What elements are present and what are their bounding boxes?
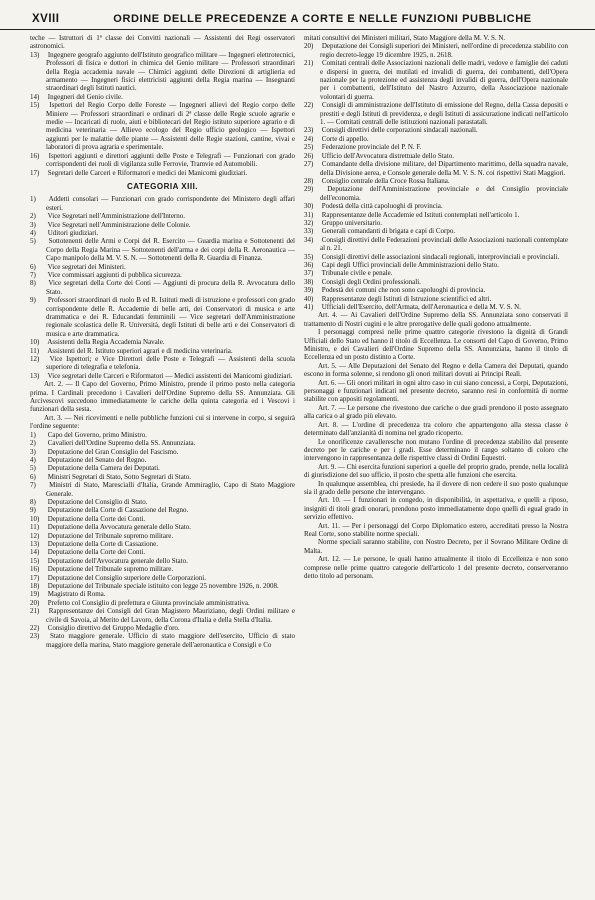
item-text: Tribunale civile e penale.: [321, 269, 393, 278]
article-number: Art. 12.: [318, 555, 341, 564]
item-number: 11): [30, 523, 40, 532]
item-text: Deputazione del Tribunale supremo militare.: [47, 565, 174, 574]
item-number: 7): [30, 481, 36, 490]
item-number: 19): [30, 590, 40, 599]
list-item: [30, 338, 295, 346]
item-number: 5): [30, 464, 36, 473]
list-item: [30, 448, 295, 456]
item-text: Stato maggiore generale. Ufficio di stato maggiore dell'esercito, Ufficio di stato maggiore della marina, Stato maggiore generale dell'aeronautica e Consigli e Co: [46, 632, 296, 649]
list-item: [304, 202, 568, 210]
list-item: [30, 557, 295, 565]
list-item: [30, 515, 295, 523]
article-text: — Ai Cavalieri dell'Ordine Supremo della SS. Annunziata sono conservati il trattamento di Nostri cugini e le altre prerogative delle quali godono attualmente.: [304, 311, 569, 328]
item-text: Vice commissari aggiunti di pubblica sicurezza.: [47, 270, 182, 279]
article-text: I personaggi compresi nelle prime quattro categorie rivestono la dignità di Grandi Ufficiali dello Stato ed hanno il titolo di Eccellenza. Le consorti del Capo di Governo, Primo Ministro, e dei Cavalieri dell'Ordine Supremo della SS. Annunziata, hanno il titolo di Eccellenza ed un posto distinto a Corte.: [304, 328, 568, 362]
item-text: Cavalieri dell'Ordine Supremo della SS. Annunziata.: [47, 439, 196, 448]
item-text: Rappresentanze dei Consigli del Gran Magistero Mauriziano, degli Ordini militare e civile di Savoia, al Merito del Lavoro, della Corona d'Italia e della Stella d'Italia.: [46, 607, 296, 624]
article-number: Art. 9.: [318, 462, 337, 471]
article-number: Art. 5.: [318, 361, 337, 370]
list-item: [304, 152, 568, 160]
item-text: Ministri di Stato, Marescialli d'Italia, Grande Ammiraglio, Capo di Stato Maggiore Generale.: [46, 481, 296, 498]
item-number: 5): [30, 237, 36, 246]
list-item: [304, 42, 568, 59]
item-text: Rappresentanze degli Istituti di Istruzione scientifici ed altri.: [321, 294, 492, 303]
article-number: Art. 6.: [318, 378, 337, 387]
article-number: Art. 3.: [44, 413, 63, 422]
item-number: 15): [30, 101, 40, 110]
item-number: 30): [304, 202, 314, 211]
article-paragraph: [304, 538, 568, 555]
item-number: 18): [30, 582, 40, 590]
item-text: Deputazione dei Consigli superiori dei Ministeri, nell'ordine di precedenza stabilito con regio decreto-legge 19 dicembre 1925, n. 2618.: [320, 42, 568, 59]
item-number: 39): [304, 286, 314, 295]
article-number: Art. 7.: [318, 403, 337, 412]
list-item: [304, 143, 568, 151]
list-item: [30, 498, 295, 506]
item-text: Consiglio centrale della Croce Rossa Italiana.: [321, 176, 450, 185]
item-text: Assistenti del R. Istituto superiori agrari e di medicina veterinaria.: [47, 346, 233, 355]
list-item: [30, 152, 295, 169]
article-number: Art. 4.: [318, 311, 338, 320]
article-text: — Chi esercita funzioni superiori a quelle del proprio grado, prende, nella località di giurisdizione del suo ufficio, il posto che spetta alle funzioni che esercita.: [304, 462, 568, 480]
item-number: 14): [30, 92, 40, 101]
list-item: [30, 101, 295, 151]
item-number: 29): [304, 185, 314, 194]
continuation-text: mitati consultivi dei Ministeri militari, Stato Maggiore della M. V. S. N.: [304, 34, 506, 42]
item-number: 16): [30, 565, 40, 574]
article-text: — Il Capo del Governo, Primo Ministro, prende il primo posto nella categoria prima. I Cardinali precedono i Cavalieri dell'Ordine Supremo della SS. Annunziata. Gli Arcivescovi succedono immediatamente le cariche della quinta categoria ed i Vescovi i funzionari della sesta.: [30, 380, 295, 414]
list-item: [304, 269, 568, 277]
item-number: 37): [304, 269, 314, 278]
item-number: 40): [304, 294, 314, 303]
item-number: 27): [304, 160, 314, 169]
item-number: 23): [30, 632, 40, 641]
page-number: XVIII: [32, 13, 60, 25]
article-paragraph: [304, 328, 568, 362]
item-number: 41): [304, 303, 314, 311]
item-text: Corte di appello.: [321, 134, 369, 143]
list-item: [304, 219, 568, 227]
item-text: Deputazione del Gran Consiglio del Fascismo.: [47, 447, 179, 456]
item-text: Ingegneri del Genio civile.: [47, 92, 123, 101]
list-item: [304, 101, 568, 126]
list-item: [304, 185, 568, 202]
item-number: 25): [304, 143, 314, 152]
item-text: Magistrato di Roma.: [47, 590, 106, 599]
article-paragraph: [304, 438, 568, 463]
item-number: 2): [30, 439, 36, 448]
article-text: Norme speciali saranno stabilite, con Nostro Decreto, per il Sovrano Militare Ordine di Malta.: [304, 538, 568, 555]
entry-list: [30, 51, 295, 177]
item-number: 35): [304, 252, 314, 261]
item-text: Prefetto col Consiglio di prefettura e Giunta provinciale amministrativa.: [47, 598, 250, 607]
item-text: Deputazione dell'Avvocatura generale dello Stato.: [47, 556, 188, 565]
item-text: Consiglio direttivo del Gruppo Medaglie d'oro.: [47, 624, 180, 633]
item-number: 11): [30, 346, 40, 355]
article-text: — Gli onori militari in ogni altro caso in cui siano concessi, a Corpi, Deputazioni, personaggi e funzionari indicati nel presente decreto, saranno resi in conformità di norme stabilite con appositi regolamenti.: [304, 378, 568, 404]
item-text: Deputazione della Corte dei Conti.: [47, 548, 146, 557]
list-item: [304, 59, 568, 101]
article-text: — Alle Deputazioni del Senato del Regno e della Camera dei Deputati, quando escono in forma solenne, si rendono gli onori militari dovuti ai Principi Reali.: [304, 361, 569, 379]
article-text: — L'ordine di precedenza tra coloro che appartengono alla stessa classe è determinato dall'anzianità di nomina nel grado ricoperto.: [304, 420, 569, 438]
item-text: Vice segretari della Corte dei Conti — Aggiunti di procura della R. Avvocatura dello Stato.: [46, 279, 296, 296]
article-paragraph: [304, 463, 568, 480]
item-text: Consigli direttivi delle corporazioni sindacali nazionali.: [321, 126, 478, 135]
item-text: Deputazione del Tribunale supremo militare.: [47, 531, 174, 540]
item-number: 14): [30, 548, 40, 557]
article-list: [30, 380, 295, 430]
item-number: 20): [304, 42, 314, 51]
item-number: 1): [30, 430, 36, 439]
item-number: 13): [30, 50, 40, 59]
article-paragraph: [304, 362, 568, 379]
item-number: 20): [30, 598, 40, 607]
item-text: Consigli di amministrazione dell'Istituto di emissione del Regno, della Cassa depositi e prestiti e degli Istituti di previdenza, e degli Istituti di assicurazione indicati nell'articolo 1. — Comitati centrali delle istituzioni nazionali parastatali.: [320, 101, 568, 127]
list-item: [30, 574, 295, 582]
list-item: [304, 126, 568, 134]
item-text: Federazione provinciale del P. N. F.: [321, 143, 422, 152]
item-text: Rappresentanze delle Accademie ed Istituti contemplati nell'articolo 1.: [321, 210, 520, 219]
item-text: Ingegnere geografo aggiunto dell'Istituto geografico militare — Ingegneri elettrotecnici, Professori di fisica e dottori in chimica del Genio militare — Professori straordinari della Regia accademia navale — Chimici aggiunti delle Direzioni di artiglieria ed armamento — Ingegneri fisici elettricisti aggiunti della Regia marina — Insegnanti straordinari degli Istituti nautici.: [46, 50, 296, 93]
item-number: 8): [30, 497, 36, 506]
item-text: Generali comandanti di brigata e capi di Corpo.: [321, 227, 456, 236]
list-item: [30, 279, 295, 296]
entry-list: [30, 195, 295, 380]
item-text: Consigli direttivi delle Federazioni provinciali delle Associazioni nazionali contemplate al n. 21.: [320, 235, 568, 253]
item-number: 36): [304, 260, 314, 269]
item-text: Vice Ispettori; e Vice Direttori delle Poste e Telegrafi — Assistenti della scuola superiore di telegrafia e telefonia.: [46, 355, 295, 372]
item-text: Ufficiali dell'Esercito, dell'Armata, dell'Aeronautica e della M. V. S. N.: [321, 303, 521, 311]
category-title: CATEGORIA XIII.: [126, 181, 199, 191]
item-text: Comandante della divisione militare, del Dipartimento marittimo, della squadra navale, della Divisione aerea, e Console generale della M. V. S. N. coi rispettivi Stati Maggiori.: [320, 160, 568, 177]
item-text: Assistenti della Regia Accademia Navale.: [47, 338, 165, 347]
list-item: [304, 211, 568, 219]
item-number: 9): [30, 506, 36, 515]
article-paragraph: [304, 555, 568, 580]
item-number: 12): [30, 531, 40, 540]
item-number: 1): [30, 195, 36, 204]
item-number: 13): [30, 539, 40, 548]
list-item: [30, 51, 295, 93]
list-item: [30, 372, 295, 380]
article-text: — Nei ricevimenti e nelle pubbliche funzioni cui si intervene in corpo, si seguirà l'ordine seguente:: [30, 413, 296, 431]
article-paragraph: [304, 379, 568, 404]
list-item: [304, 261, 568, 269]
article-number: Art. 2.: [44, 380, 63, 389]
item-text: Uditori giudiziari.: [47, 228, 99, 237]
list-item: [304, 227, 568, 235]
list-item: [30, 590, 295, 598]
item-text: Addetti consolari — Funzionari con grado corrispondente dei Ministero degli affari esteri.: [46, 195, 296, 212]
list-item: [30, 624, 295, 632]
item-number: 38): [304, 277, 314, 286]
list-item: [30, 439, 295, 447]
article-paragraph: [30, 414, 295, 431]
list-item: [30, 599, 295, 607]
article-paragraph: [304, 421, 568, 438]
item-number: 9): [30, 296, 36, 305]
list-item: [304, 303, 568, 311]
item-text: Vice segretari delle Carceri e Riformatori — Medici assistenti dei Manicomi giudiziari.: [47, 371, 293, 380]
list-item: [304, 286, 568, 294]
list-item: [30, 431, 295, 439]
page-title: ORDINE DELLE PRECEDENZE A CORTE E NELLE FUNZIONI PUBBLICHE: [113, 13, 532, 25]
item-text: Deputazione della Corte di Cassazione.: [47, 539, 158, 548]
item-text: Vice Segretari nell'Amministrazione dell'Interno.: [47, 212, 186, 221]
item-number: 4): [30, 455, 36, 464]
article-number: Art. 8.: [318, 420, 338, 429]
item-text: Sottotenenti delle Armi e Corpi del R. Esercito — Guardia marina e Sottotenenti del Corpo della Regia Marina — Sottotenenti dell'arma e dei corpi della R. Aeronautica — Capo manipolo della M. V. S. N. — Sottotenenti della R. Guardia di Finanza.: [46, 237, 295, 263]
list-item: [30, 347, 295, 355]
item-number: 21): [304, 59, 314, 68]
list-item: [30, 565, 295, 573]
page-header: [0, 0, 595, 30]
item-text: Ispettori aggiunti e direttori aggiunti delle Poste e Telegrafi — Funzionari con grado corrispondenti dei ruoli di vigilanza sulle Ferrovie, Tramvie ed Automobili.: [46, 151, 296, 169]
item-number: 22): [304, 101, 314, 110]
item-number: 7): [30, 270, 36, 279]
article-paragraph: [304, 480, 568, 497]
list-item: [30, 632, 295, 649]
item-text: Deputazione del Senato del Regno.: [47, 455, 147, 464]
list-item: [304, 160, 568, 177]
list-item: [30, 263, 295, 271]
list-item: [30, 523, 295, 531]
item-number: 34): [304, 235, 314, 244]
item-text: Deputazione della Avvocatura generale dello Stato.: [47, 523, 192, 532]
item-text: Consigli direttivi delle associazioni sindacali regionali, interprovinciali e provinciali.: [321, 252, 560, 261]
item-text: Deputazione del Consiglio di Stato.: [47, 497, 148, 506]
item-number: 3): [30, 220, 36, 229]
list-item: [304, 177, 568, 185]
item-text: Segretari delle Carceri e Riformatori e medici dei Manicomi giudiziari.: [47, 168, 248, 177]
list-item: [304, 135, 568, 143]
item-number: 6): [30, 472, 36, 481]
item-number: 10): [30, 514, 40, 523]
list-item: [30, 582, 295, 590]
list-item: [30, 532, 295, 540]
article-paragraph: [304, 496, 568, 521]
article-text: Le onorificenze cavalleresche non mutano l'ordine di precedenza stabilito dal presente decreto per le cariche e per i gradi. Esse determinano il rango soltanto di coloro che intervengono in rappresentanza delle rispettive classi di Ordini Equestri.: [304, 437, 568, 463]
list-item: [30, 296, 295, 338]
item-number: 31): [304, 210, 314, 219]
item-number: 15): [30, 556, 40, 565]
article-paragraph: [30, 380, 295, 414]
list-item: [30, 271, 295, 279]
article-paragraph: [304, 311, 568, 328]
item-text: Vice segretari dei Ministeri.: [47, 262, 126, 271]
item-number: 10): [30, 338, 40, 347]
item-number: 22): [30, 624, 40, 633]
list-item: [30, 464, 295, 472]
article-number: Art. 10.: [318, 496, 341, 505]
list-item: [30, 221, 295, 229]
list-item: [30, 548, 295, 556]
item-text: Deputazione della Corte di Cassazione del Regno.: [47, 506, 189, 515]
item-text: Podestà dei comuni che non sono capoluoghi di provincia.: [321, 286, 486, 295]
left-column: [30, 34, 295, 649]
item-text: Ministri Segretari di Stato, Sotto Segretari di Stato.: [47, 472, 192, 481]
item-number: 3): [30, 447, 36, 456]
item-text: Comitati centrali delle Associazioni nazionali delle madri, vedove e famiglie dei caduti e dispersi in guerra, dei mutilati ed invalidi di guerra, dei combattenti, dell'Opera nazionale per la protezione ed assistenza degli invalidi di guerra, dell'Opera nazionale per i combattenti, dell'Istituto del Nastro Azzurro, della Associazione nazionale volontari di guerra.: [320, 59, 569, 101]
list-item: [304, 278, 568, 286]
item-number: 8): [30, 279, 36, 288]
item-text: Deputazione della Corte dei Conti.: [47, 514, 146, 523]
list-item: [304, 236, 568, 253]
item-number: 26): [304, 151, 314, 160]
entry-list: [304, 42, 568, 311]
list-item: [30, 195, 295, 212]
item-number: 4): [30, 228, 36, 237]
article-text: In qualunque assemblea, chi presiede, ha il dovere di non cedere il suo posto qualunque sia il grado delle persone che intervengano.: [304, 479, 568, 496]
list-item: [30, 93, 295, 101]
article-paragraph: [304, 404, 568, 421]
item-number: 28): [304, 176, 314, 185]
item-number: 32): [304, 218, 314, 227]
item-text: Vice Segretari nell'Amministrazione delle Colonie.: [47, 220, 191, 229]
item-text: Ispettori del Regio Corpo delle Foreste — Ingegneri allievi del Regio corpo delle Miniere — Professori straordinari e ordinari di 2ª classe delle Regie scuole agrarie e medie — Incaricati di ruolo, aiuti e bibliotecari del Regio istituto superiore agrario e di medicina veterinaria — Allievo ecologo del Regio ufficio geologico — Ispettori aggiunti per le malattie delle piante — Assistenti delle Regie stazioni, cantine, vivai e laboratori di prova agraria e sperimentale.: [46, 101, 295, 152]
item-number: 17): [30, 168, 40, 177]
item-text: Deputazione della Camera dei Deputati.: [47, 464, 160, 473]
item-text: Capi degli Uffici provinciali delle Amministrazioni dello Stato.: [321, 260, 499, 269]
list-item: [30, 237, 295, 262]
list-item: [304, 295, 568, 303]
item-text: Deputazione del Tribunale speciale istituito con legge 25 novembre 1926, n. 2008.: [47, 582, 279, 590]
item-number: 6): [30, 262, 36, 271]
list-item: [30, 355, 295, 372]
item-text: Podestà della città capoluoghi di provincia.: [321, 202, 443, 211]
list-item: [30, 456, 295, 464]
list-item: [30, 169, 295, 177]
list-item: [304, 253, 568, 261]
item-number: 33): [304, 227, 314, 236]
article-text: — Le persone, le quali hanno attualmente il titolo di Eccellenza e non sono comprese nelle prime quattro categorie dell'articolo 1 del presente decreto, conserveranno detto titolo ad personam.: [304, 555, 568, 580]
list-item: [30, 473, 295, 481]
item-text: Ufficio dell'Avvocatura distrettuale dello Stato.: [321, 151, 454, 160]
article-text: — Per i personaggi del Corpo Diplomatico estero, accreditati presso la Nostra Real Corte, sono stabilite norme speciali.: [304, 521, 569, 538]
article-text: — I funzionari in congedo, in disponibilità, in aspettativa, e quelli a riposo, insigniti di titoli gradi onorari, prendono posto immediatamente dopo quelli di egual grado in servizio effettivo.: [304, 496, 568, 522]
list-item: [30, 607, 295, 624]
item-number: 12): [30, 355, 40, 364]
list-item: [30, 481, 295, 498]
entry-list: [30, 431, 295, 650]
item-text: Consigli degli Ordini professionali.: [321, 277, 421, 286]
list-item: [30, 212, 295, 220]
item-text: Professori straordinari di ruolo B ed R. Istituti medi di istruzione e professori con grado corrispondente delle R. Accademie di belle arti, dei Conservatori di musica e arte drammatica e dei R. Educandati femminili — Vice segretari dell'Amministrazione regionale scolastica delle R. Università, degli Istituti di belle arti e dei Conservatori di musica e arte drammatica.: [46, 296, 296, 338]
item-number: 21): [30, 607, 40, 616]
article-list: [304, 311, 568, 580]
article-text: — Le persone che rivestono due cariche o due gradi prendono il posto assegnato alla carica o al grado più elevato.: [304, 403, 569, 421]
item-text: Deputazione dell'Amministrazione provinciale e del Consiglio provinciale dell'economia.: [320, 185, 568, 202]
list-item: [30, 506, 295, 514]
list-item: [30, 229, 295, 237]
item-text: Deputazione del Consiglio superiore delle Corporazioni.: [47, 573, 206, 582]
item-number: 16): [30, 151, 40, 160]
item-text: Capo del Governo, primo Ministro.: [47, 430, 147, 439]
item-text: Gruppo universitario.: [321, 218, 383, 227]
list-item: [30, 540, 295, 548]
item-number: 17): [30, 573, 40, 582]
continuation-text: teche — Istruttori di 1ª classe dei Convitti nazionali — Assistenti dei Regi osservatori astronomici.: [30, 34, 295, 51]
right-column: [304, 34, 568, 580]
item-number: 2): [30, 212, 36, 221]
item-number: 23): [304, 126, 314, 135]
article-number: Art. 11.: [318, 521, 340, 530]
article-paragraph: [304, 522, 568, 539]
item-number: 24): [304, 134, 314, 143]
item-number: 13): [30, 371, 40, 380]
